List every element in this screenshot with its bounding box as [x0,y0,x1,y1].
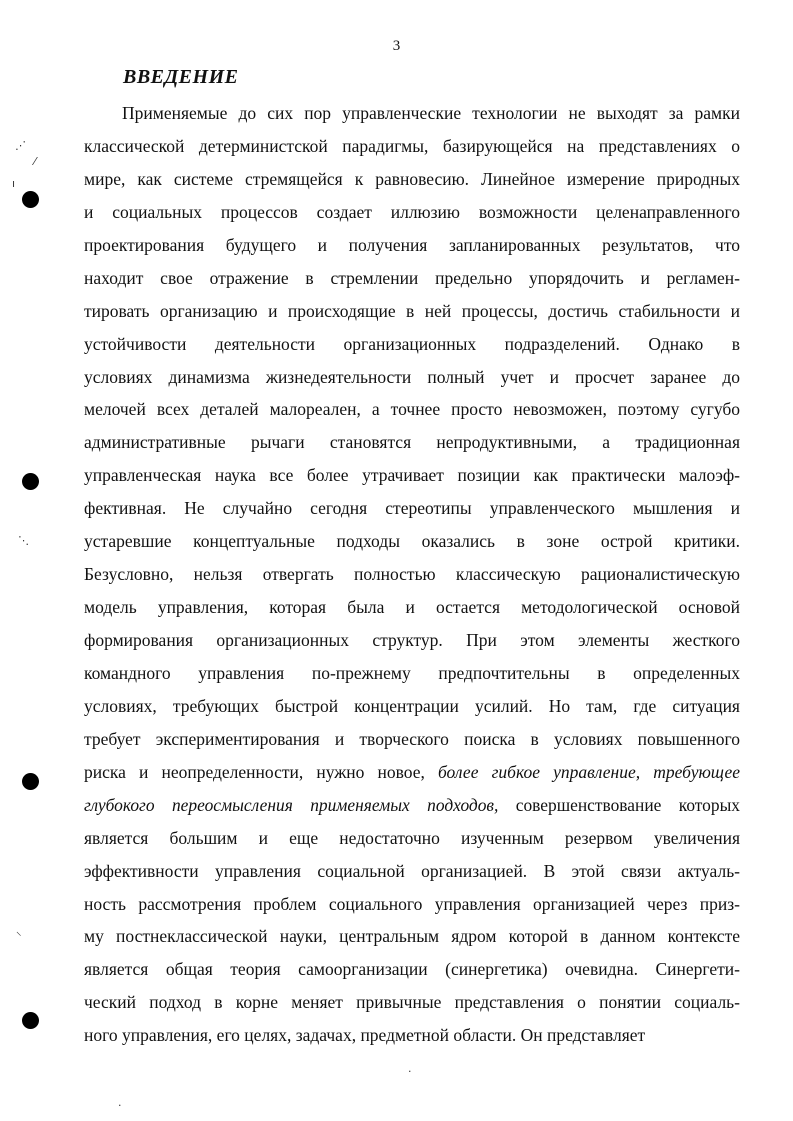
text-line [84,920,740,953]
text-line [84,723,740,756]
section-heading: ВВЕДЕНИЕ [123,66,239,88]
text-line-segment: управленческая наука все более утрачивает позиции как практически малоэф- [84,465,740,486]
text-line-segment: и социальных процессов создает иллюзию возможности целенаправленного [84,201,740,222]
text-line [84,591,740,624]
text-line [84,953,740,986]
text-line [84,393,740,426]
scan-speck: ⋰ [15,139,26,152]
text-line-segment: устойчивости деятельности организационных подразделений. Однако в [84,333,740,354]
text-line-segment: является большим и еще недостаточно изученным резервом увеличения [84,827,740,848]
text-line-segment: условиях, требующих быстрой концентрации усилий. Но там, где ситуация [84,695,740,716]
text-line [84,229,740,262]
scan-speck: ı [12,177,16,190]
text-line [84,690,740,723]
text-line-segment: устаревшие концептуальные подходы оказались в зоне острой критики. [84,531,740,552]
text-line-segment: ческий подход в корне меняет привычные представления о понятии социаль- [84,992,740,1013]
text-line-segment: Безусловно, нельзя отвергать полностью классическую рационалистическую [84,564,740,585]
text-line [84,789,740,822]
text-line [84,130,740,163]
text-line [84,657,740,690]
body-text [84,97,740,1052]
text-line [84,756,740,789]
punch-hole [22,773,39,790]
punch-hole [22,473,39,490]
text-line-segment: риска и неопределенности, нужно новое, [84,761,438,782]
scan-speck: ⸜ [16,925,22,938]
text-line-segment: мелочей всех деталей малореален, а точнее просто невозможен, поэтому сугубо [84,399,740,420]
text-line-segment: мире, как системе стремящейся к равновесию. Линейное измерение природных [84,168,740,189]
text-line [84,1019,740,1052]
text-line [84,492,740,525]
italic-emphasis: глубокого переосмысления применяемых подходов, [84,794,499,815]
text-line [84,558,740,591]
text-line [84,459,740,492]
punch-hole [22,1012,39,1029]
text-line-segment: ного управления, его целях, задачах, предметной области. Он представляет [84,1025,646,1046]
text-line [84,262,740,295]
punch-hole [22,191,39,208]
text-line [84,97,740,130]
text-line-segment: модель управления, которая была и остается методологической основой [84,597,740,618]
text-line [84,888,740,921]
text-line-segment: ность рассмотрения проблем социального управления организацией через приз- [84,893,740,914]
text-line-segment: фективная. Не случайно сегодня стереотипы управленческого мышления и [84,498,740,519]
scan-speck: · [118,1099,122,1112]
scan-speck: · [408,1065,412,1078]
text-line [84,855,740,888]
text-line-segment: условиях динамизма жизнедеятельности полный учет и просчет заранее до [84,366,740,387]
text-line-segment: му постнеклассической науки, центральным ядром которой в данном контексте [84,926,740,947]
text-line [84,295,740,328]
page-number: 3 [392,38,401,54]
text-line [84,822,740,855]
text-line-segment: совершенствование которых [498,794,740,815]
text-line [84,525,740,558]
text-line [84,328,740,361]
text-line [84,986,740,1019]
text-line-segment: Применяемые до сих пор управленческие технологии не выходят за рамки [122,103,740,123]
text-line [84,196,740,229]
text-line-segment: классической детерминистской парадигмы, базирующейся на представлениях о [84,135,740,156]
text-line-segment: проектирования будущего и получения запланированных результатов, что [84,234,740,255]
text-line-segment: находит свое отражение в стремлении предельно упорядочить и регламен- [84,267,740,288]
text-line-segment: формирования организационных структур. При этом элементы жесткого [84,630,740,650]
text-line [84,361,740,394]
text-line-segment: тировать организацию и происходящие в ней процессы, достичь стабильности и [84,300,740,321]
text-line [84,624,740,657]
text-line-segment: является общая теория самоорганизации (синергетика) очевидна. Синергети- [84,959,740,980]
text-line-segment: административные рычаги становятся непродуктивными, а традиционная [84,432,740,453]
text-line-segment: требует экспериментирования и творческого поиска в условиях повышенного [84,728,740,749]
scan-speck: ⋱ [18,534,29,547]
text-line-segment: эффективности управления социальной организацией. В этой связи актуаль- [84,860,740,881]
text-line-segment: командного управления по-прежнему предпочтительны в определенных [84,662,740,683]
italic-emphasis: более гибкое управление, требующее [437,761,740,782]
text-line [84,163,740,196]
text-line [84,426,740,459]
scan-speck: ⁄ [34,155,36,168]
